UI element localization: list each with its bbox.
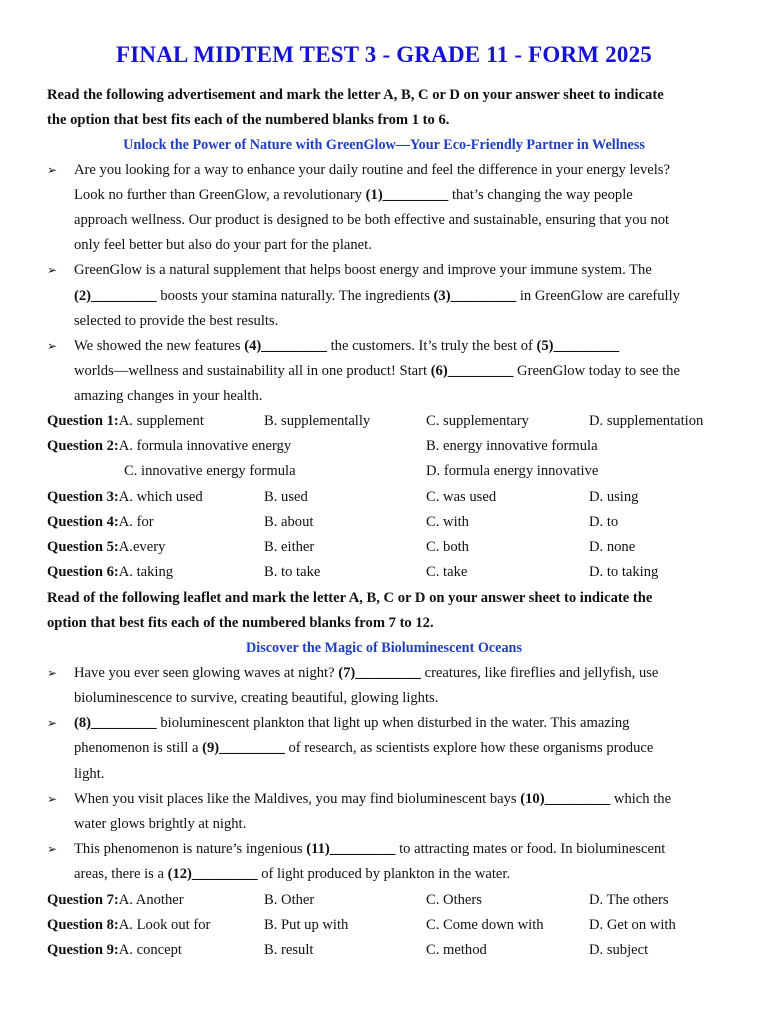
s1-b1-line1: Are you looking for a way to enhance your daily routine and feel the difference in your energy levels?	[74, 162, 670, 178]
page-title: FINAL MIDTEM TEST 3 - GRADE 11 - FORM 2025	[116, 42, 652, 67]
question-2: Question 2:A. formula innovative energy	[47, 438, 292, 454]
s2-b2-line2: phenomenon is still a (9)_________ of research, as scientists explore how these organisms produce	[74, 740, 654, 756]
question-5-option-d: D. none	[589, 539, 636, 555]
s2-b4-line2: areas, there is a (12)_________ of light produced by plankton in the water.	[74, 866, 511, 882]
bullet-arrow-icon: ➢	[47, 666, 58, 680]
question-4-option-b: B. about	[264, 514, 314, 530]
s2-b4-line1: This phenomenon is nature’s ingenious (11)_________ to attracting mates or food. In bioluminescent	[74, 841, 666, 857]
blank-4: (4)_________	[244, 338, 327, 354]
question-4-option-d: D. to	[589, 514, 619, 530]
question-5-option-c: C. both	[426, 539, 469, 555]
question-9: Question 9:A. concept	[47, 942, 182, 958]
s2-b3-line1: When you visit places like the Maldives, you may find bioluminescent bays (10)_________ which the	[74, 791, 672, 807]
bullet-arrow-icon: ➢	[47, 842, 58, 856]
blank-11: (11)_________	[306, 841, 396, 857]
s1-b1-line2: Look no further than GreenGlow, a revolutionary (1)_________ that’s changing the way people	[74, 187, 633, 203]
question-6: Question 6:A. taking	[47, 564, 174, 580]
question-6-option-c: C. take	[426, 564, 468, 580]
section2-subtitle: Discover the Magic of Bioluminescent Oceans	[246, 640, 522, 656]
s1-b2-line2: (2)_________ boosts your stamina naturally. The ingredients (3)_________ in GreenGlow are carefully	[74, 288, 680, 304]
blank-8: (8)_________	[74, 715, 157, 731]
question-4: Question 4:A. for	[47, 514, 154, 530]
question-8-option-d: D. Get on with	[589, 917, 676, 933]
question-9-option-d: D. subject	[589, 942, 649, 958]
question-7: Question 7:A. Another	[47, 892, 184, 908]
bullet-arrow-icon: ➢	[47, 339, 58, 353]
question-9-option-c: C. method	[426, 942, 487, 958]
question-1-option-c: C. supplementary	[426, 413, 529, 429]
bullet-arrow-icon: ➢	[47, 263, 58, 277]
s1-b3-line3: amazing changes in your health.	[74, 388, 263, 404]
question-6-option-d: D. to taking	[589, 564, 659, 580]
s2-b1-line2: bioluminescence to survive, creating beautiful, glowing lights.	[74, 690, 439, 706]
blank-10: (10)_________	[520, 791, 611, 807]
question-5-option-b: B. either	[264, 539, 315, 555]
bullet-arrow-icon: ➢	[47, 792, 58, 806]
s2-b1-line1: Have you ever seen glowing waves at night? (7)_________ creatures, like fireflies and jellyfish, use	[74, 665, 659, 681]
s1-b3-line1: We showed the new features (4)_________ the customers. It’s truly the best of (5)_________	[74, 338, 620, 354]
s1-b1-line4: only feel better but also do your part for the planet.	[74, 237, 372, 253]
s2-b3-line2: water glows brightly at night.	[74, 816, 247, 832]
question-4-option-c: C. with	[426, 514, 469, 530]
question-1: Question 1:A. supplement	[47, 413, 204, 429]
question-3-option-c: C. was used	[426, 489, 497, 505]
question-8-option-b: B. Put up with	[264, 917, 349, 933]
section1-instruction-line2: the option that best fits each of the numbered blanks from 1 to 6.	[47, 112, 450, 128]
question-1-option-d: D. supplementation	[589, 413, 704, 429]
question-1-option-b: B. supplementally	[264, 413, 371, 429]
blank-5: (5)_________	[536, 338, 620, 354]
blank-12: (12)_________	[167, 866, 258, 882]
question-2-option-c: C. innovative energy formula	[124, 463, 296, 479]
question-7-option-c: C. Others	[426, 892, 482, 908]
blank-9: (9)_________	[202, 740, 285, 756]
question-6-option-b: B. to take	[264, 564, 321, 580]
blank-6: (6)_________	[430, 363, 514, 379]
section1-subtitle: Unlock the Power of Nature with GreenGlow—Your Eco-Friendly Partner in Wellness	[123, 137, 645, 153]
question-8-option-c: C. Come down with	[426, 917, 544, 933]
s1-b2-line3: selected to provide the best results.	[74, 313, 279, 329]
bullet-arrow-icon: ➢	[47, 163, 58, 177]
s1-b2-line1: GreenGlow is a natural supplement that helps boost energy and improve your immune system. The	[74, 262, 652, 278]
section2-instruction-line1: Read of the following leaflet and mark the letter A, B, C or D on your answer sheet to indicate the	[47, 590, 653, 606]
question-2-option-d: D. formula energy innovative	[426, 463, 599, 479]
question-7-option-d: D. The others	[589, 892, 669, 908]
blank-7: (7)_________	[338, 665, 421, 681]
blank-1: (1)_________	[365, 187, 449, 203]
bullet-arrow-icon: ➢	[47, 716, 58, 730]
s2-b2-line3: light.	[74, 766, 105, 782]
blank-3: (3)_________	[433, 288, 517, 304]
question-2-option-b: B. energy innovative formula	[426, 438, 598, 454]
s1-b3-line2: worlds—wellness and sustainability all in one product! Start (6)_________ GreenGlow today to see the	[74, 363, 680, 379]
section1-instruction-line1: Read the following advertisement and mark the letter A, B, C or D on your answer sheet to indicate	[47, 87, 664, 103]
question-8: Question 8:A. Look out for	[47, 917, 211, 933]
section2-instruction-line2: option that best fits each of the numbered blanks from 7 to 12.	[47, 615, 434, 631]
question-3: Question 3:A. which used	[47, 489, 203, 505]
question-7-option-b: B. Other	[264, 892, 315, 908]
question-3-option-d: D. using	[589, 489, 639, 505]
question-9-option-b: B. result	[264, 942, 314, 958]
s1-b1-line3: approach wellness. Our product is designed to be both effective and sustainable, ensuring that you not	[74, 212, 670, 228]
question-3-option-b: B. used	[264, 489, 308, 505]
blank-2: (2)_________	[74, 288, 157, 304]
s2-b2-line1: (8)_________ bioluminescent plankton that light up when disturbed in the water. This amazing	[74, 715, 630, 731]
question-5: Question 5:A.every	[47, 539, 166, 555]
